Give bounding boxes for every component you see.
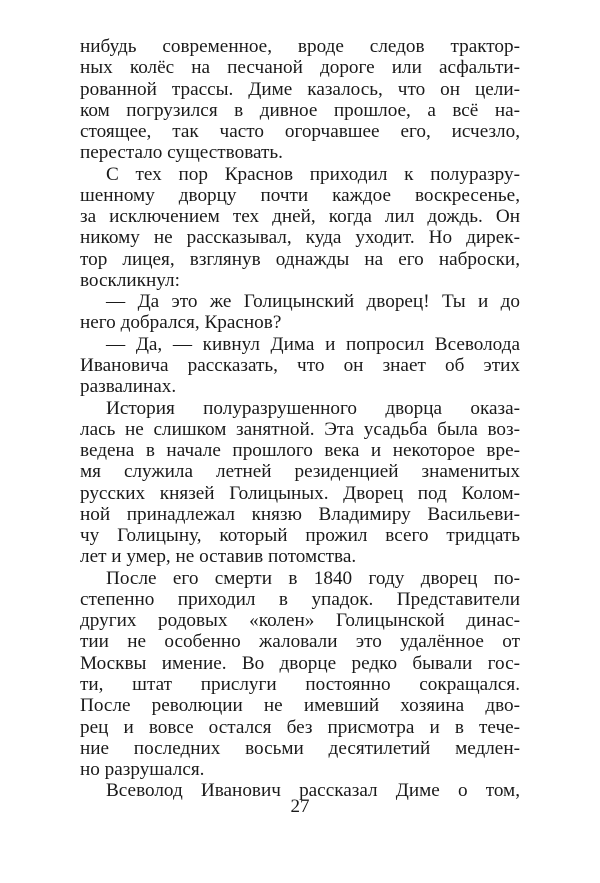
text-line: — Да, — кивнул Дима и попросил Всеволода [106, 333, 520, 355]
text-line: ти, штат прислуги постоянно сокращался. [80, 673, 520, 695]
text-line: После революции не имевший хозяина дво- [80, 695, 520, 717]
paragraph [80, 568, 520, 781]
text-line: никому не рассказывал, куда уходит. Но дирек- [80, 227, 520, 249]
book-page-text [80, 36, 520, 802]
paragraph [80, 164, 520, 292]
text-line: степенно приходил в упадок. Представители [80, 588, 520, 610]
text-line: Ивановича рассказать, что он знает об этих [80, 354, 520, 376]
text-line: ние последних восьми десятилетий медлен- [80, 737, 520, 759]
text-line: но разрушался. [80, 759, 205, 781]
text-line: С тех пор Краснов приходил к полуразру- [106, 163, 520, 185]
text-line: воскликнул: [80, 269, 180, 291]
text-line: ведена в начале прошлого века и некоторое вре- [80, 440, 520, 462]
text-line: перестало существовать. [80, 142, 283, 164]
text-line: русских князей Голицыных. Дворец под Колом- [80, 482, 520, 504]
paragraph [80, 36, 520, 164]
text-line: стоящее, так часто огорчавшее его, исчезло, [80, 121, 520, 143]
paragraph [80, 291, 520, 334]
text-line: развалинах. [80, 376, 177, 398]
text-line: — Да это же Голицынский дворец! Ты и до [106, 291, 520, 313]
text-line: тии не особенно жаловали это удалённое от [80, 631, 520, 653]
text-line: История полуразрушенного дворца оказа- [106, 397, 520, 419]
text-line: других родовых «колен» Голицынской динас- [80, 610, 520, 632]
text-line: рованной трассы. Диме казалось, что он цели- [80, 78, 520, 100]
text-line: Москвы имение. Во дворце редко бывали гос- [80, 652, 520, 674]
text-line: за исключением тех дней, когда лил дождь. Он [80, 206, 520, 228]
text-line: ной принадлежал князю Владимиру Васильеви- [80, 503, 520, 525]
page-number: 27 [290, 796, 310, 817]
text-line: него добрался, Краснов? [80, 312, 282, 334]
text-line: лет и умер, не оставив потомства. [80, 546, 357, 568]
text-line: ком погрузился в дивное прошлое, а всё на- [80, 99, 520, 121]
text-line: Всеволод Иванович рассказал Диме о том, [106, 780, 520, 802]
text-line: После его смерти в 1840 году дворец по- [106, 567, 520, 589]
text-line: ных колёс на песчаной дороге или асфальти- [80, 57, 520, 79]
text-line: чу Голицыну, который прожил всего тридцать [80, 525, 520, 547]
text-line: рец и вовсе остался без присмотра и в тече- [80, 716, 520, 738]
text-line: шенному дворцу почти каждое воскресенье, [80, 184, 520, 206]
text-line: мя служила летней резиденцией знаменитых [80, 461, 520, 483]
text-line: тор лицея, взглянув однажды на его наброски, [80, 248, 520, 270]
paragraph [80, 334, 520, 398]
text-line: лась не слишком занятной. Эта усадьба была воз- [80, 418, 520, 440]
paragraph [80, 398, 520, 568]
text-line: нибудь современное, вроде следов трактор- [80, 36, 520, 57]
